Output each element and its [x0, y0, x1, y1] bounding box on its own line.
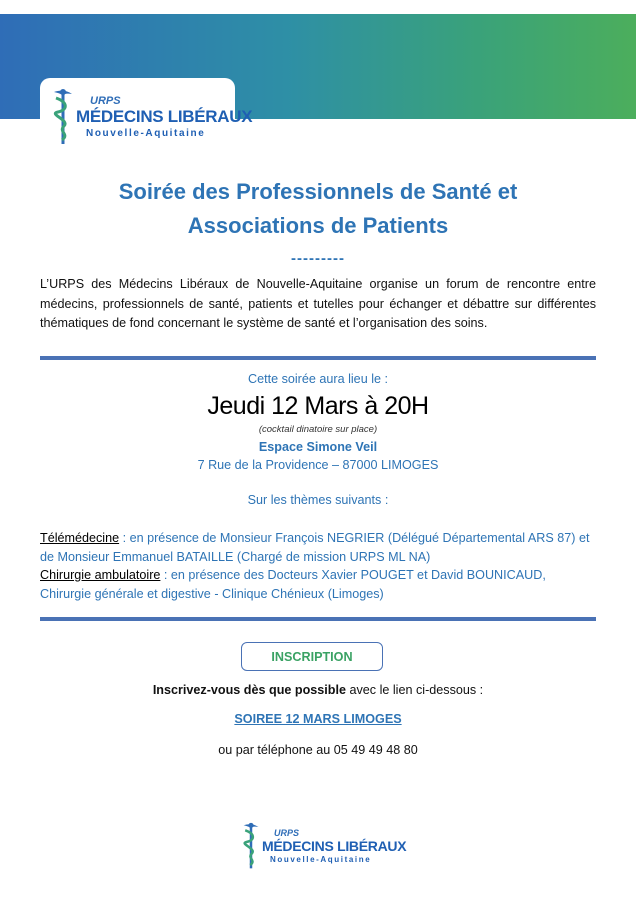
caduceus-logo-icon — [50, 88, 76, 146]
logo-urps-text: URPS — [274, 827, 300, 838]
inscription-button-label: INSCRIPTION — [271, 649, 353, 664]
logo-name-text: MÉDECINS LIBÉRAUX — [262, 837, 407, 854]
theme-topic: Télémédecine — [40, 531, 120, 545]
theme-detail: : en présence des Docteurs Xavier POUGET et David BOUNICAUD, Chirurgie générale et digestive - Clinique Chénieux (Limoges) — [40, 568, 546, 601]
urps-logo-top — [50, 88, 252, 146]
logo-name-text: MÉDECINS LIBÉRAUX — [76, 106, 253, 126]
urps-logo-bottom — [240, 822, 406, 870]
title-line-2: Associations de Patients — [187, 213, 449, 238]
divider-top — [40, 356, 596, 360]
theme-detail: : en présence de Monsieur François NEGRIER (Délégué Départemental ARS 87) et de Monsieur Emmanuel BATAILLE (Chargé de mission URPS ML NA) — [40, 531, 590, 564]
registration-prompt — [0, 683, 636, 697]
title-line-1: Soirée des Professionnels de Santé et — [118, 179, 518, 204]
logo-region-text: Nouvelle-Aquitaine — [270, 854, 372, 864]
divider-bottom — [40, 617, 596, 621]
event-lead: Cette soirée aura lieu le : — [247, 372, 388, 386]
theme-item — [40, 566, 596, 603]
registration-prompt-rest: avec le lien ci-dessous : — [345, 683, 484, 697]
event-date: Jeudi 12 Mars à 20H — [207, 392, 429, 420]
inscription-button[interactable] — [241, 642, 383, 671]
registration-phone: ou par téléphone au 05 49 49 48 80 — [218, 743, 418, 757]
themes-list — [40, 529, 596, 603]
theme-topic: Chirurgie ambulatoire — [40, 568, 161, 582]
theme-item — [40, 529, 596, 566]
event-venue: Espace Simone Veil — [258, 440, 378, 454]
caduceus-logo-icon — [240, 822, 262, 870]
registration-link[interactable]: SOIREE 12 MARS LIMOGES — [234, 712, 402, 726]
page-title — [40, 175, 596, 243]
event-address: 7 Rue de la Providence – 87000 LIMOGES — [197, 458, 439, 472]
registration-prompt-bold: Inscrivez-vous dès que possible — [152, 683, 346, 697]
event-note: (cocktail dinatoire sur place) — [258, 424, 378, 435]
logo-region-text: Nouvelle-Aquitaine — [86, 127, 206, 139]
logo-urps-text: URPS — [90, 94, 121, 107]
intro-paragraph: L’URPS des Médecins Libéraux de Nouvelle-Aquitaine organise un forum de rencontre entre médecins, professionnels de santé, patients et tutelles pour échanger et débattre sur différentes thématiques de fond concernant le système de santé et l’organisation des soins. — [40, 277, 596, 330]
themes-intro: Sur les thèmes suivants : — [247, 493, 389, 507]
title-separator: --------- — [291, 250, 345, 267]
